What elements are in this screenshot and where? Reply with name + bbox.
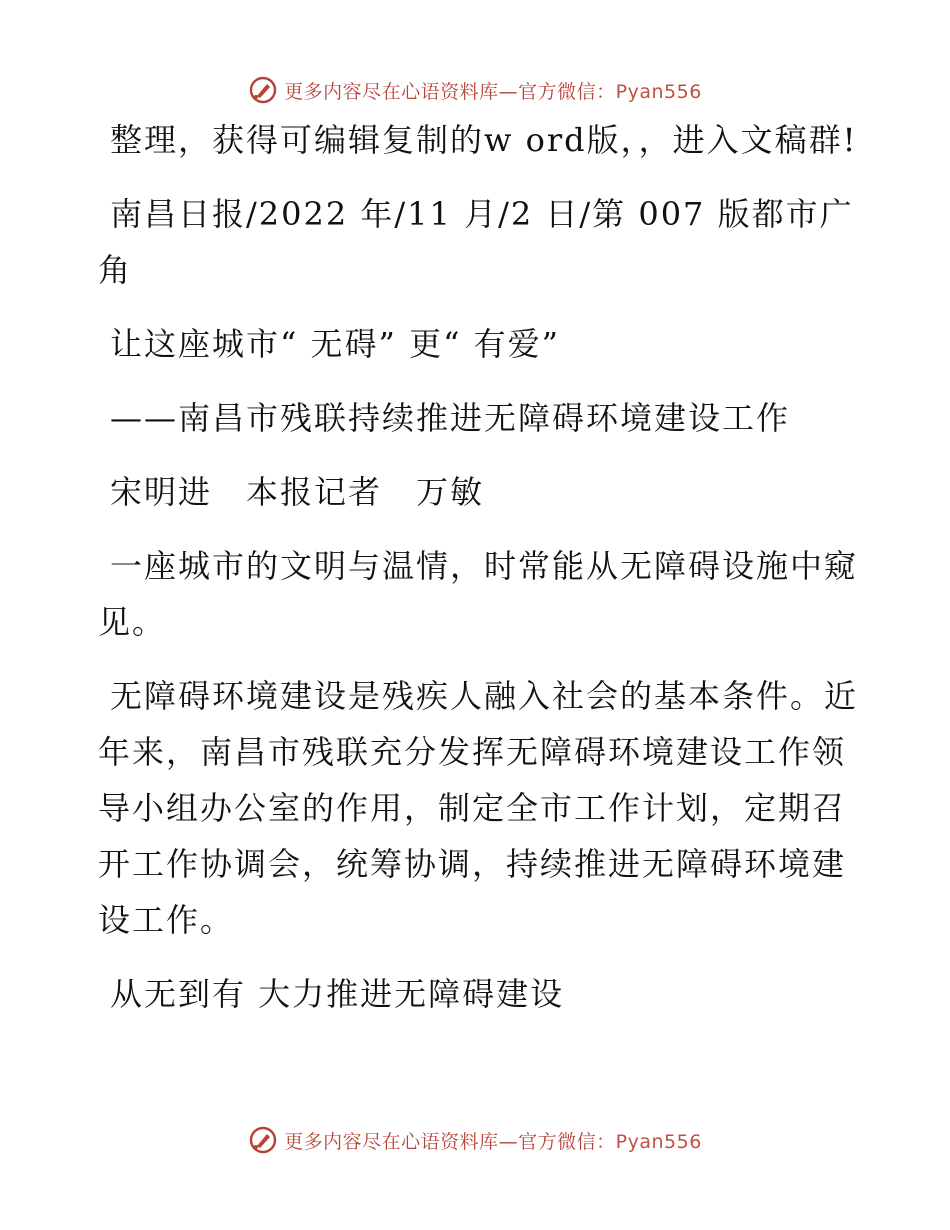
pen-nib-circle-icon [248, 75, 278, 105]
article-subtitle: ——南昌市残联持续推进无障碍环境建设工作 [110, 399, 791, 437]
footer-watermark [0, 1120, 950, 1160]
lead-paragraph: 一座城市的文明与温情，时常能从无障碍设施中窥见。 [98, 547, 859, 641]
byline: 宋明进 本报记者 万敏 [110, 473, 485, 511]
watermark-text: 更多内容尽在心语资料库—官方微信：Pyan556 [284, 80, 702, 103]
watermark-text: 更多内容尽在心语资料库—官方微信：Pyan556 [284, 1130, 702, 1153]
article-title: 让这座城市“ 无碍” 更“ 有爱” [110, 325, 560, 363]
intro-note: 整理，获得可编辑复制的w ord版，，进入文稿群! [110, 121, 858, 159]
body-paragraph: 无障碍环境建设是残疾人融入社会的基本条件。近年来，南昌市残联充分发挥无障碍环境建设工作领导小组办公室的作用，制定全市工作计划，定期召开工作协调会，统筹协调，持续推进无障碍环境建设工作。 [98, 677, 859, 939]
document-body [98, 112, 858, 1040]
header-watermark [0, 70, 950, 110]
pen-nib-circle-icon [248, 1125, 278, 1155]
source-line: 南昌日报/2022 年/11 月/2 日/第 007 版都市广角 [98, 195, 854, 289]
section-heading: 从无到有 大力推进无障碍建设 [110, 975, 565, 1013]
